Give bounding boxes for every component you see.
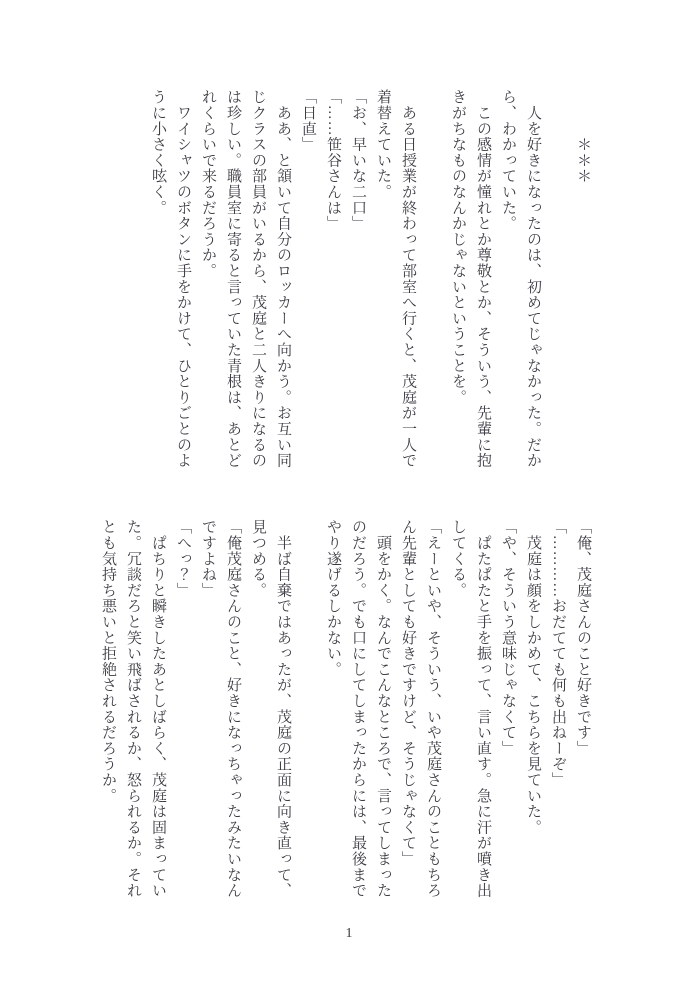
text-block-upper	[145, 89, 595, 469]
text-line: のだろう。でも口にしてしまったからには、最後まで	[350, 519, 366, 899]
text-block-lower	[95, 519, 595, 899]
text-line: ぱたぱたと手を振って、言い直す。急に汗が噴き出	[475, 519, 491, 899]
text-line: 「俺茂庭さんのこと、好きになっちゃったみたいなん	[225, 519, 241, 899]
blank-line	[545, 89, 570, 469]
text-line: 「……笹谷さんは」	[325, 89, 341, 232]
text-line: た。冗談だろと笑い飛ばされるか、怒られるか。それ	[125, 519, 141, 899]
text-line: 茂庭は顔をしかめて、こちらを見ていた。	[525, 519, 541, 835]
text-line: ワイシャツのボタンに手をかけて、ひとりごとのよ	[175, 89, 191, 469]
text-line: うに小さく呟く。	[150, 89, 166, 216]
section-separator: ＊＊＊	[575, 89, 591, 184]
text-line: 半ば自棄ではあったが、茂庭の正面に向き直って、	[275, 519, 291, 899]
text-line: 「や、そういう意味じゃなくて」	[500, 519, 516, 756]
text-line: ぱちりと瞬きしたあとしばらく、茂庭は固まってい	[150, 519, 166, 899]
text-line: ん先輩としても好きですけど、そうじゃなくて」	[400, 519, 416, 867]
text-line: れくらいで来るだろうか。	[200, 89, 216, 279]
blank-line	[420, 89, 445, 469]
blank-line	[295, 519, 320, 899]
text-line: ああ、と頷いて自分のロッカーへ向かう。お互い同	[275, 89, 291, 469]
text-line: とも気持ち悪いと拒絶されるだろうか。	[100, 519, 116, 804]
text-line: ですよね」	[200, 519, 216, 598]
text-line: この感情が憧れとか尊敬とか、そういう、先輩に抱	[475, 89, 491, 469]
text-line: 「…………おだてても何も出ねーぞ」	[550, 519, 566, 788]
page-number: 1	[345, 926, 353, 941]
text-line: は珍しい。職員室に寄ると言っていた青根は、あとど	[225, 89, 241, 469]
text-line: してくる。	[450, 519, 466, 598]
text-line: ある日授業が終わって部室へ行くと、茂庭が一人で	[400, 89, 416, 469]
text-line: 「へっ？」	[175, 519, 191, 598]
text-line: やり遂げるしかない。	[325, 519, 341, 677]
text-line: 「お、早いな二口」	[350, 89, 366, 232]
text-line: 人を好きになったのは、初めてじゃなかった。だか	[525, 89, 541, 469]
text-line: じクラスの部員がいるから、茂庭と二人きりになるの	[250, 89, 266, 469]
text-line: 「日直」	[300, 89, 316, 153]
text-line: 「えーといや、そういう、いや茂庭さんのこともちろ	[425, 519, 441, 899]
text-line: きがちなものなんかじゃないということを。	[450, 89, 466, 405]
text-line: 頭をかく。なんでこんなところで、言ってしまった	[375, 519, 391, 899]
text-line: ら、わかっていた。	[500, 89, 516, 232]
text-line: 着替えていた。	[375, 89, 391, 200]
text-line: 「俺、茂庭さんのこと好きです」	[575, 519, 591, 756]
text-line: 見つめる。	[250, 519, 266, 598]
